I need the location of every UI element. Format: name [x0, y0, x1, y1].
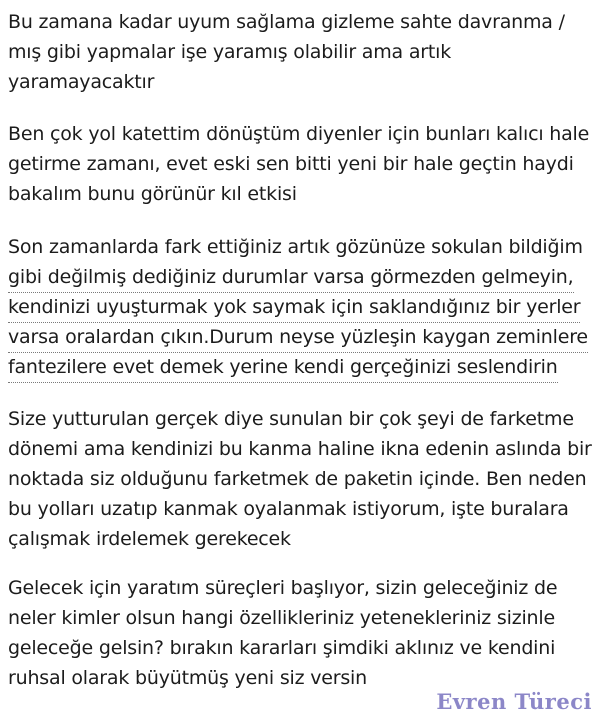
author-signature: Evren Türeci [436, 689, 592, 714]
text-line: mış gibi yapmalar işe yaramış olabilir ama artık [8, 41, 452, 63]
text-line: noktada siz olduğunu farketmek de paketin içinde. Ben neden [8, 468, 587, 490]
paragraph-yuzlesme [8, 232, 598, 382]
underlined-text-line: gibi değilmiş dediğiniz durumlar varsa görmezden gelmeyin, [8, 263, 574, 293]
paragraph-donusum [8, 119, 598, 209]
paragraph-gelecek [8, 573, 598, 693]
paragraph-uyum [8, 7, 598, 97]
text-line: Ben çok yol katettim dönüştüm diyenler için bunları kalıcı hale [8, 123, 590, 145]
text-line: Son zamanlarda fark ettiğiniz artık gözünüze sokulan bildiğim [8, 236, 583, 258]
text-line: çalışmak irdelemek gerekecek [8, 528, 291, 550]
underlined-text-line: kendinizi uyuşturmak yok saymak için saklandığınız bir yerler [8, 293, 580, 323]
text-line: Gelecek için yaratım süreçleri başlıyor, sizin geleceğiniz de [8, 577, 558, 599]
text-line: geleceğe gelsin? bırakın kararları şimdiki aklınız ve kendini [8, 637, 556, 659]
text-line: neler kimler olsun hangi özellikleriniz yetenekleriniz sizinle [8, 607, 555, 629]
text-line: bu yolları uzatıp kanmak oyalanmak istiyorum, işte buralara [8, 498, 569, 520]
text-line: ruhsal olarak büyütmüş yeni siz versin [8, 667, 367, 689]
underlined-text-line: varsa oralardan çıkın.Durum neyse yüzleşin kaygan zeminlere [8, 323, 588, 353]
paragraph-farketme [8, 404, 598, 554]
text-line: yaramayacaktır [8, 71, 155, 93]
text-line: Bu zamana kadar uyum sağlama gizleme sahte davranma / [8, 11, 565, 33]
text-line: Size yutturulan gerçek diye sunulan bir çok şeyi de farketme [8, 408, 574, 430]
text-line: dönemi ama kendinizi bu kanma haline ikna edenin aslında bir [8, 438, 592, 460]
text-line: bakalım bunu görünür kıl etkisi [8, 183, 297, 205]
underlined-text-line: fantezilere evet demek yerine kendi gerçeğinizi seslendirin [8, 353, 558, 383]
text-line: getirme zamanı, evet eski sen bitti yeni bir hale geçtin haydi [8, 153, 574, 175]
